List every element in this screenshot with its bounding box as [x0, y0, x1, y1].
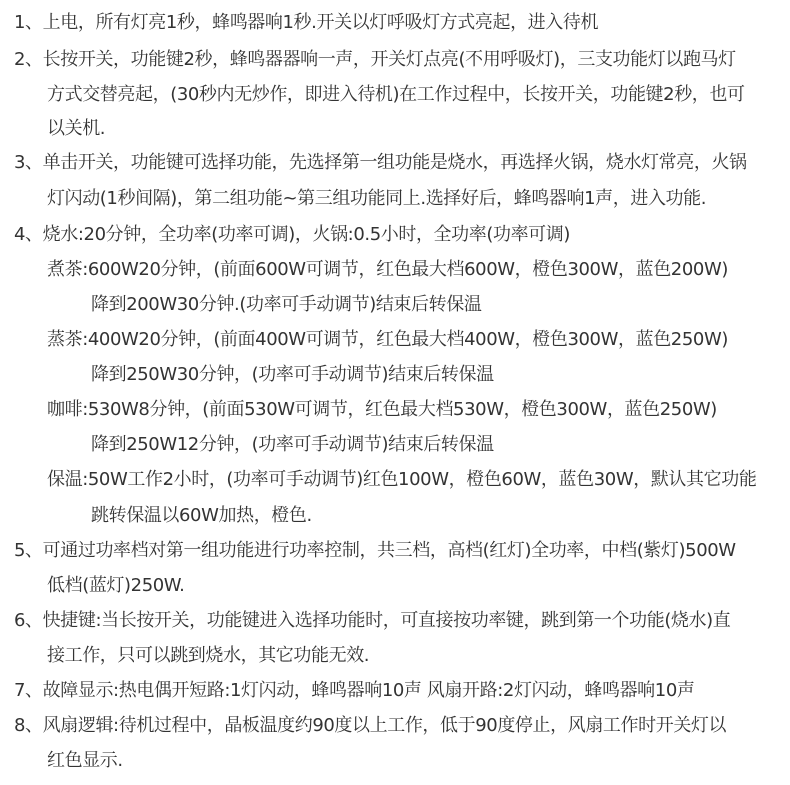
item-2-line-2: 方式交替亮起，(30秒内无炒作，即进入待机)在工作过程中，长按开关，功能键2秒，也可	[47, 84, 745, 105]
item-1-line-1: 1、上电，所有灯亮1秒，蜂鸣器响1秒.开关以灯呼吸灯方式亮起，进入待机	[14, 12, 599, 33]
item-6-line-1: 6、快捷键:当长按开关，功能键进入选择功能时，可直接按功率键，跳到第一个功能(烧水)直	[14, 610, 731, 631]
item-5-line-2: 低档(蓝灯)250W.	[47, 575, 185, 596]
item-2-line-1: 2、长按开关，功能键2秒，蜂鸣器器响一声，开关灯点亮(不用呼吸灯)，三支功能灯以跑马灯	[14, 49, 736, 70]
item-2-line-3: 以关机.	[47, 118, 106, 139]
keep-warm-line-1: 保温:50W工作2小时，(功率可手动调节)红色100W，橙色60W，蓝色30W，默认其它功能	[47, 469, 757, 490]
coffee-line-1: 咖啡:530W8分钟，(前面530W可调节，红色最大档530W，橙色300W，蓝色250W)	[47, 399, 717, 420]
item-5-line-1: 5、可通过功率档对第一组功能进行功率控制，共三档，高档(红灯)全功率，中档(紫灯)500W	[14, 540, 736, 561]
item-7-line-1: 7、故障显示:热电偶开短路:1灯闪动，蜂鸣器响10声 风扇开路:2灯闪动，蜂鸣器响10声	[14, 680, 695, 701]
keep-warm-line-2: 跳转保温以60W加热，橙色.	[91, 505, 312, 526]
steam-tea-line-2: 降到250W30分钟，(功率可手动调节)结束后转保温	[91, 364, 494, 385]
item-6-line-2: 接工作，只可以跳到烧水，其它功能无效.	[47, 645, 370, 666]
item-3-line-2: 灯闪动(1秒间隔)，第二组功能~第三组功能同上.选择好后，蜂鸣器响1声，进入功能.	[47, 188, 707, 209]
boil-tea-line-1: 煮茶:600W20分钟，(前面600W可调节，红色最大档600W，橙色300W，蓝色200W)	[47, 259, 728, 280]
item-4-line-1: 4、烧水:20分钟，全功率(功率可调)，火锅:0.5小时，全功率(功率可调)	[14, 224, 570, 245]
steam-tea-line-1: 蒸茶:400W20分钟，(前面400W可调节，红色最大档400W，橙色300W，蓝色250W)	[47, 329, 728, 350]
item-8-line-2: 红色显示.	[47, 750, 123, 771]
coffee-line-2: 降到250W12分钟，(功率可手动调节)结束后转保温	[91, 434, 494, 455]
item-3-line-1: 3、单击开关，功能键可选择功能，先选择第一组功能是烧水，再选择火锅，烧水灯常亮，火锅	[14, 152, 747, 173]
item-8-line-1: 8、风扇逻辑:待机过程中，晶板温度约90度以上工作，低于90度停止，风扇工作时开关灯以	[14, 715, 727, 736]
boil-tea-line-2: 降到200W30分钟.(功率可手动调节)结束后转保温	[91, 294, 482, 315]
